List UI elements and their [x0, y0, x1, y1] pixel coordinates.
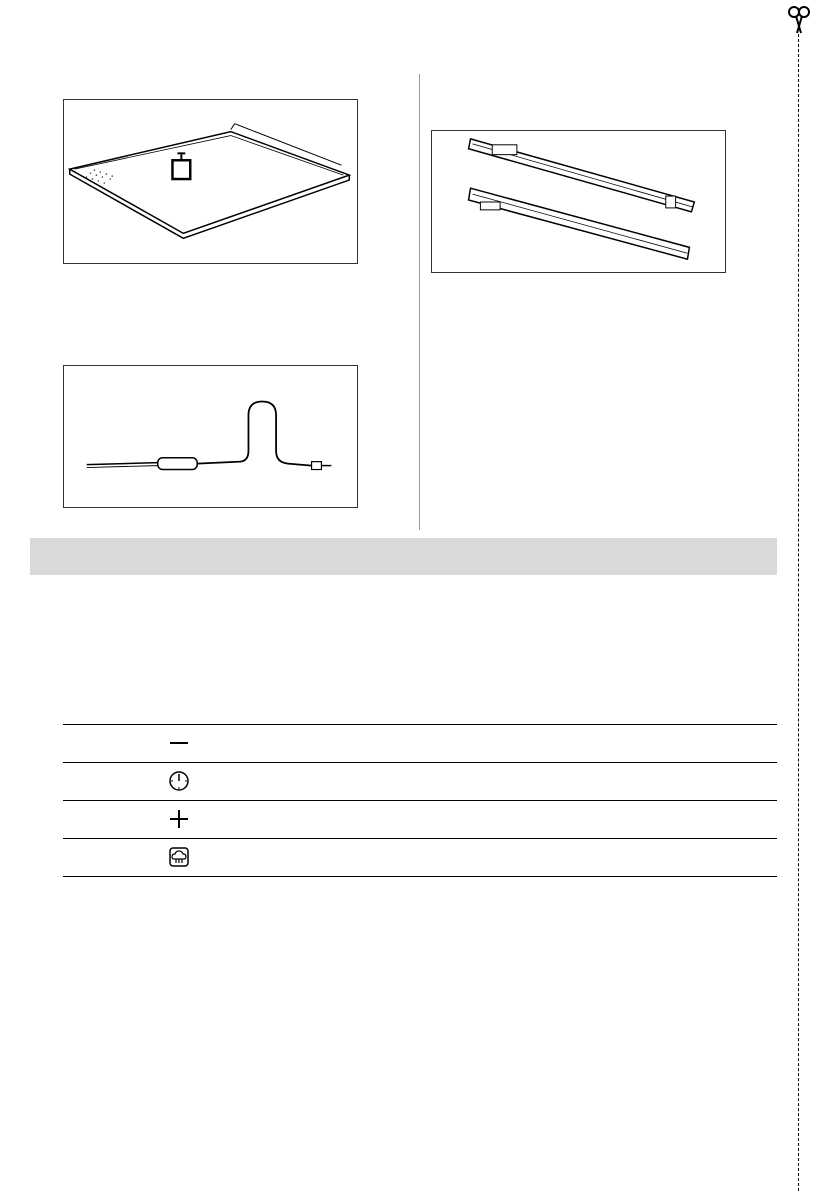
telescopic-runners-illustration — [431, 130, 726, 273]
plus-icon — [167, 807, 191, 831]
cut-line — [798, 34, 799, 1191]
core-temperature-sensor-illustration — [63, 365, 358, 508]
minus-icon — [167, 731, 191, 755]
table-row — [63, 725, 777, 763]
steam-cooking-icon — [167, 845, 191, 869]
baking-tray-illustration — [63, 99, 358, 264]
table-row — [63, 763, 777, 801]
column-divider — [419, 74, 420, 530]
clock-icon — [167, 769, 191, 793]
table-row — [63, 839, 777, 877]
scissors-icon — [786, 4, 812, 34]
control-key-table — [63, 724, 777, 877]
table-row — [63, 801, 777, 839]
section-header-bar — [30, 538, 777, 575]
